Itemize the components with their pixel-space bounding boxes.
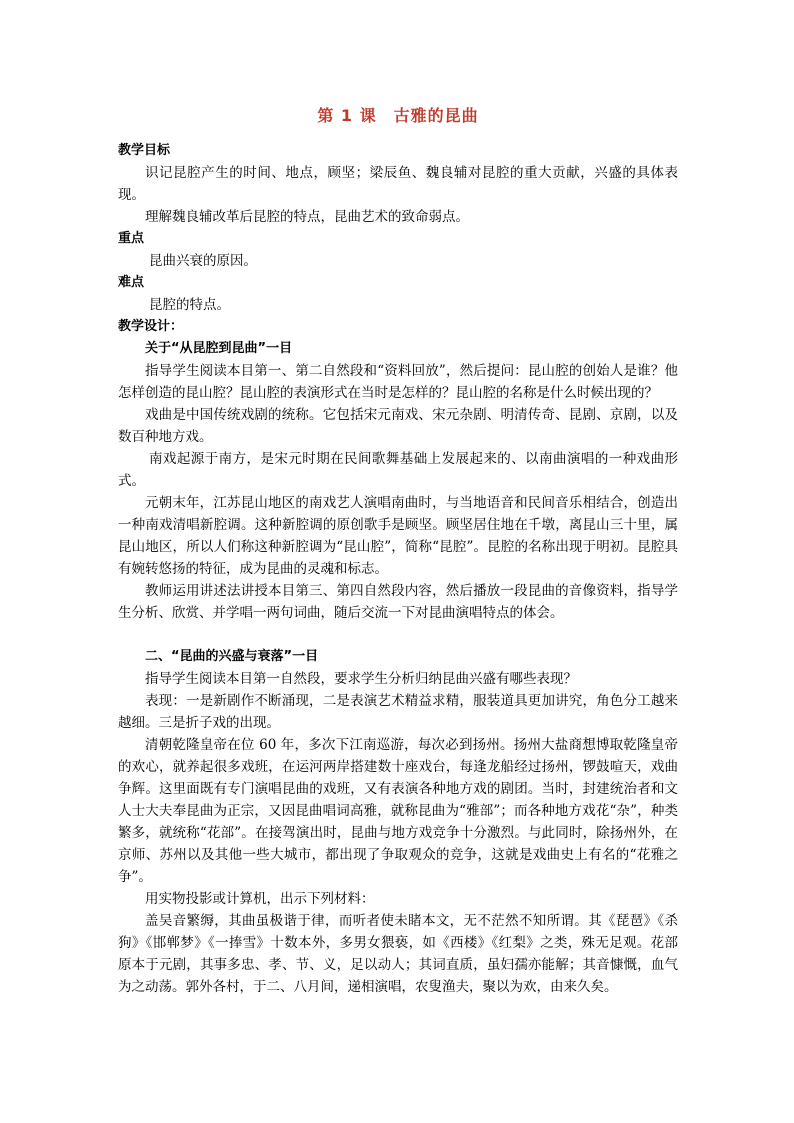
section-spacer [118, 624, 678, 646]
section-2-paragraph-2: 表现：一是新剧作不断涌现，二是表演艺术精益求精，服装道具更加讲究，角色分工越来越细。三是折子戏的出现。 [118, 693, 678, 731]
hard-heading: 难点 [118, 275, 145, 290]
section-2-paragraph-1: 指导学生阅读本目第一自然段，要求学生分析归纳昆曲兴盛有哪些表现？ [145, 671, 577, 687]
goal-paragraph-2: 理解魏良辅改革后昆腔的特点，昆曲艺术的致命弱点。 [145, 209, 469, 225]
section-2-paragraph-4: 用实物投影或计算机，出示下列材料： [145, 891, 375, 907]
section-1-paragraph-5: 教师运用讲述法讲授本目第三、第四自然段内容，然后播放一段昆曲的音像资料，指导学生分析、欣赏、并学唱一两句词曲，随后交流一下对昆曲演唱特点的体会。 [118, 583, 678, 621]
section-2-paragraph-5: 盖吴音繁缛，其曲虽极谐于律，而听者使未睹本文，无不茫然不知所谓。其《琵琶》《杀狗》《邯郸梦》《一捧雪》十数本外，多男女猥亵，如《西楼》《红梨》之类，殊无足观。花部原本于元剧，其事多忠、孝、节、义，足以动人；其词直质，虽妇孺亦能解；其音慷慨，血气为之动荡。郭外各村，于二、八月间，递相演唱，农叟渔夫，聚以为欢，由来久矣。 [118, 913, 678, 995]
page-title: 第 1 课 古雅的昆曲 [317, 106, 479, 125]
goal-paragraph-1: 识记昆腔产生的时间、地点，顾坚；梁辰鱼、魏良辅对昆腔的重大贡献，兴盛的具体表现。 [118, 165, 678, 203]
document-body [118, 140, 678, 998]
hard-paragraph: 昆腔的特点。 [149, 297, 230, 313]
section-1-paragraph-2: 戏曲是中国传统戏剧的统称。它包括宋元南戏、宋元杂剧、明清传奇、昆剧、京剧，以及数百种地方戏。 [118, 407, 678, 445]
section-2-paragraph-3: 清朝乾隆皇帝在位 60 年，多次下江南巡游，每次必到扬州。扬州大盐商想博取乾隆皇帝的欢心，就养起很多戏班，在运河两岸搭建数十座戏台，每逢龙船经过扬州，锣鼓喧天，戏曲争辉。这里面既有专门演唱昆曲的戏班，又有表演各种地方戏的剧团。当时，封建统治者和文人士大夫奉昆曲为正宗，又因昆曲唱词高雅，就称昆曲为“雅部”；而各种地方戏花“杂”，种类繁多，就统称“花部”。在接驾演出时，昆曲与地方戏竞争十分激烈。与此同时，除扬州外，在京师、苏州以及其他一些大城市，都出现了争取观众的竞争，这就是戏曲史上有名的“花雅之争”。 [118, 737, 678, 885]
design-heading: 教学设计： [118, 319, 184, 334]
section-1-title: 关于“从昆腔到昆曲”一目 [145, 341, 293, 356]
section-1-paragraph-4: 元朝末年，江苏昆山地区的南戏艺人演唱南曲时，与当地语音和民间音乐相结合，创造出一种南戏清唱新腔调。这种新腔调的原创歌手是顾坚。顾坚居住地在千墩，离昆山三十里，属昆山地区，所以人们称这种新腔调为“昆山腔”，简称“昆腔”。昆腔的名称出现于明初。昆腔具有婉转悠扬的特征，成为昆曲的灵魂和标志。 [118, 495, 678, 577]
section-1-paragraph-1: 指导学生阅读本目第一、第二自然段和“资料回放”，然后提问：昆山腔的创始人是谁？他怎样创造的昆山腔？昆山腔的表演形式在当时是怎样的？昆山腔的名称是什么时候出现的？ [118, 363, 678, 401]
section-2-title: 二、“昆曲的兴盛与衰落”一目 [145, 649, 319, 664]
key-paragraph: 昆曲兴衰的原因。 [149, 253, 257, 269]
section-1-paragraph-3: 南戏起源于南方，是宋元时期在民间歌舞基础上发展起来的、以南曲演唱的一种戏曲形式。 [118, 451, 678, 489]
goal-heading: 教学目标 [118, 143, 171, 158]
key-heading: 重点 [118, 231, 145, 246]
